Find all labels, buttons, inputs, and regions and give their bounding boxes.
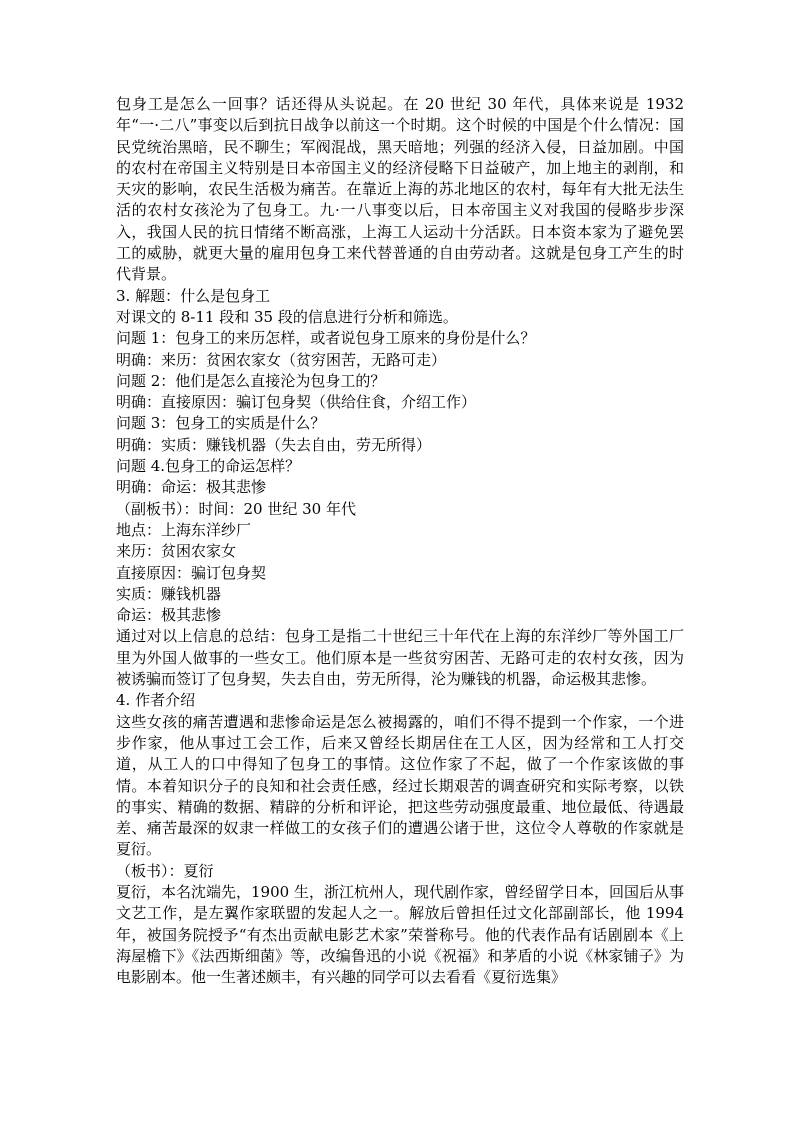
section-4-heading: 4. 作者介绍 [116,691,196,710]
answer-1: 明确：来历：贫困农家女（贫穷困苦，无路可走） [116,350,447,369]
board-note-time: （副板书）：时间：20 世纪 30 年代 [116,499,356,518]
question-3: 问题 3：包身工的实质是什么？ [116,414,326,433]
question-2: 问题 2：他们是怎么直接沦为包身工的？ [116,371,386,390]
board-note-origin: 来历：贫困农家女 [116,542,237,561]
board-note-fate: 命运：极其悲惨 [116,606,222,625]
board-note-place: 地点：上海东洋纱厂 [116,520,252,539]
section-3-heading: 3. 解题：什么是包身工 [116,286,271,305]
answer-2: 明确：直接原因：骗订包身契（供给住食，介绍工作） [116,393,477,412]
xiayan-biography-paragraph: 夏衍，本名沈端先，1900 生，浙江杭州人，现代剧作家，曾经留学日本，回国后从事文艺工作，是左翼作家联盟的发起人之一。解放后曾担任过文化部副部长，他 1994 年，被国务院授予“有杰出贡献电影艺术家”荣誉称号。他的代表作品有话剧剧本《上海屋檐下》《法西斯细菌》等，改编鲁迅的小说《祝福》和茅盾的小说《林家铺子》为电影剧本。他一生著述颇丰，有兴趣的同学可以去看看《夏衍选集》 [116,882,684,987]
background-paragraph: 包身工是怎么一回事？话还得从头说起。在 20 世纪 30 年代，具体来说是 1932 年“一·二八”事变以后到抗日战争以前这一个时期。这个时候的中国是个什么情况：国民党统治黑暗，民不聊生；军阀混战，黑天暗地；列强的经济入侵，日益加剧。中国的农村在帝国主义特别是日本帝国主义的经济侵略下日益破产，加上地主的剥削，和天灾的影响，农民生活极为痛苦。在靠近上海的苏北地区的农村，每年有大批无法生活的农村女孩沦为了包身工。九·一八事变以后，日本帝国主义对我国的侵略步步深入，我国人民的抗日情绪不断高涨，上海工人运动十分活跃。日本资本家为了避免罢工的威胁，就更大量的雇用包身工来代替普通的自由劳动者。这就是包身工产生的时代背景。 [116,95,684,284]
answer-4: 明确：命运：极其悲惨 [116,478,267,497]
answer-3: 明确：实质：赚钱机器（失去自由，劳无所得） [116,435,432,454]
board-note-author: （板书）：夏衍 [116,861,214,880]
summary-paragraph: 通过对以上信息的总结：包身工是指二十世纪三十年代在上海的东洋纱厂等外国工厂里为外国人做事的一些女工。他们原本是一些贫穷困苦、无路可走的农村女孩，因为被诱骗而签订了包身契，失去自由，劳无所得，沦为赚钱的机器，命运极其悲惨。 [116,627,684,689]
question-1: 问题 1：包身工的来历怎样，或者说包身工原来的身份是什么？ [116,329,536,348]
section-3-intro: 对课文的 8-11 段和 35 段的信息进行分析和筛选。 [116,307,458,326]
board-note-cause: 直接原因：骗订包身契 [116,563,267,582]
document-page [116,94,684,988]
question-4: 问题 4.包身工的命运怎样？ [116,457,301,476]
author-intro-paragraph: 这些女孩的痛苦遭遇和悲惨命运是怎么被揭露的，咱们不得不提到一个作家，一个进步作家，他从事过工会工作，后来又曾经长期居住在工人区，因为经常和工人打交道，从工人的口中得知了包身工的事情。这位作家了不起，做了一个作家该做的事情。本着知识分子的良知和社会责任感，经过长期艰苦的调查研究和实际考察，以铁的事实、精确的数据、精辟的分析和评论，把这些劳动强度最重、地位最低、待遇最差、痛苦最深的奴隶一样做工的女孩子们的遭遇公诸于世，这位令人尊敬的作家就是夏衍。 [116,712,684,859]
board-note-essence: 实质：赚钱机器 [116,584,222,603]
